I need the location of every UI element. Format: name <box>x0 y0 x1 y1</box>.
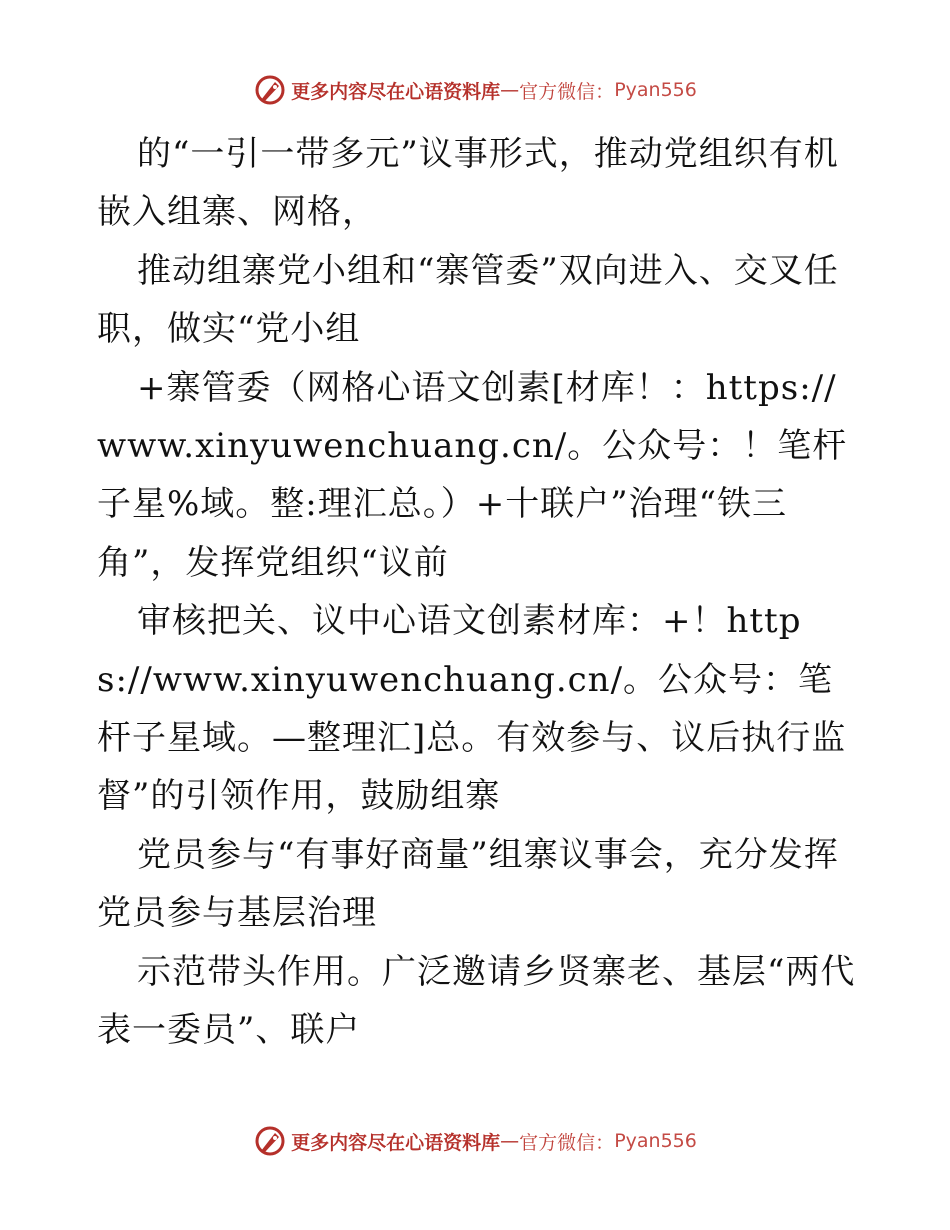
pen-nib-logo-icon <box>253 73 287 107</box>
paragraph: 党员参与“有事好商量”组寨议事会，充分发挥党员参与基层治理 <box>97 834 839 934</box>
banner-wechat-label: 官方微信： <box>519 80 615 103</box>
document-body <box>97 125 857 1060</box>
banner-wechat-label: 官方微信： <box>519 1131 615 1154</box>
footer-watermark-banner <box>0 1121 950 1161</box>
paragraph: +寨管委（网格心语文创素[材库！：https://www.xinyuwenchuang.cn/。公众号：！笔杆子星%域。整:理汇总。）+十联户”治理“铁三角”，发挥党组织“议前 <box>97 367 848 583</box>
banner-wechat-handle: Pyan556 <box>614 79 697 101</box>
paragraph: 推动组寨党小组和“寨管委”双向进入、交叉任职，做实“党小组 <box>97 250 839 350</box>
header-watermark-banner <box>0 70 950 110</box>
banner-separator: — <box>500 1130 520 1152</box>
banner-wechat-handle: Pyan556 <box>614 1130 697 1152</box>
pen-nib-logo-icon <box>253 1124 287 1158</box>
paragraph: 示范带头作用。广泛邀请乡贤寨老、基层“两代表一委员”、联户 <box>97 951 856 1051</box>
paragraph: 审核把关、议中心语文创素材库：+！https://www.xinyuwenchuang.cn/。公众号：笔杆子星域。—整理汇]总。有效参与、议后执行监督”的引领作用，鼓励组寨 <box>97 601 847 817</box>
banner-title: 更多内容尽在心语资料库 <box>291 80 501 103</box>
banner-separator: — <box>500 79 520 101</box>
paragraph: 的“一引一带多元”议事形式，推动党组织有机嵌入组寨、网格， <box>97 134 839 233</box>
banner-title: 更多内容尽在心语资料库 <box>291 1131 501 1154</box>
